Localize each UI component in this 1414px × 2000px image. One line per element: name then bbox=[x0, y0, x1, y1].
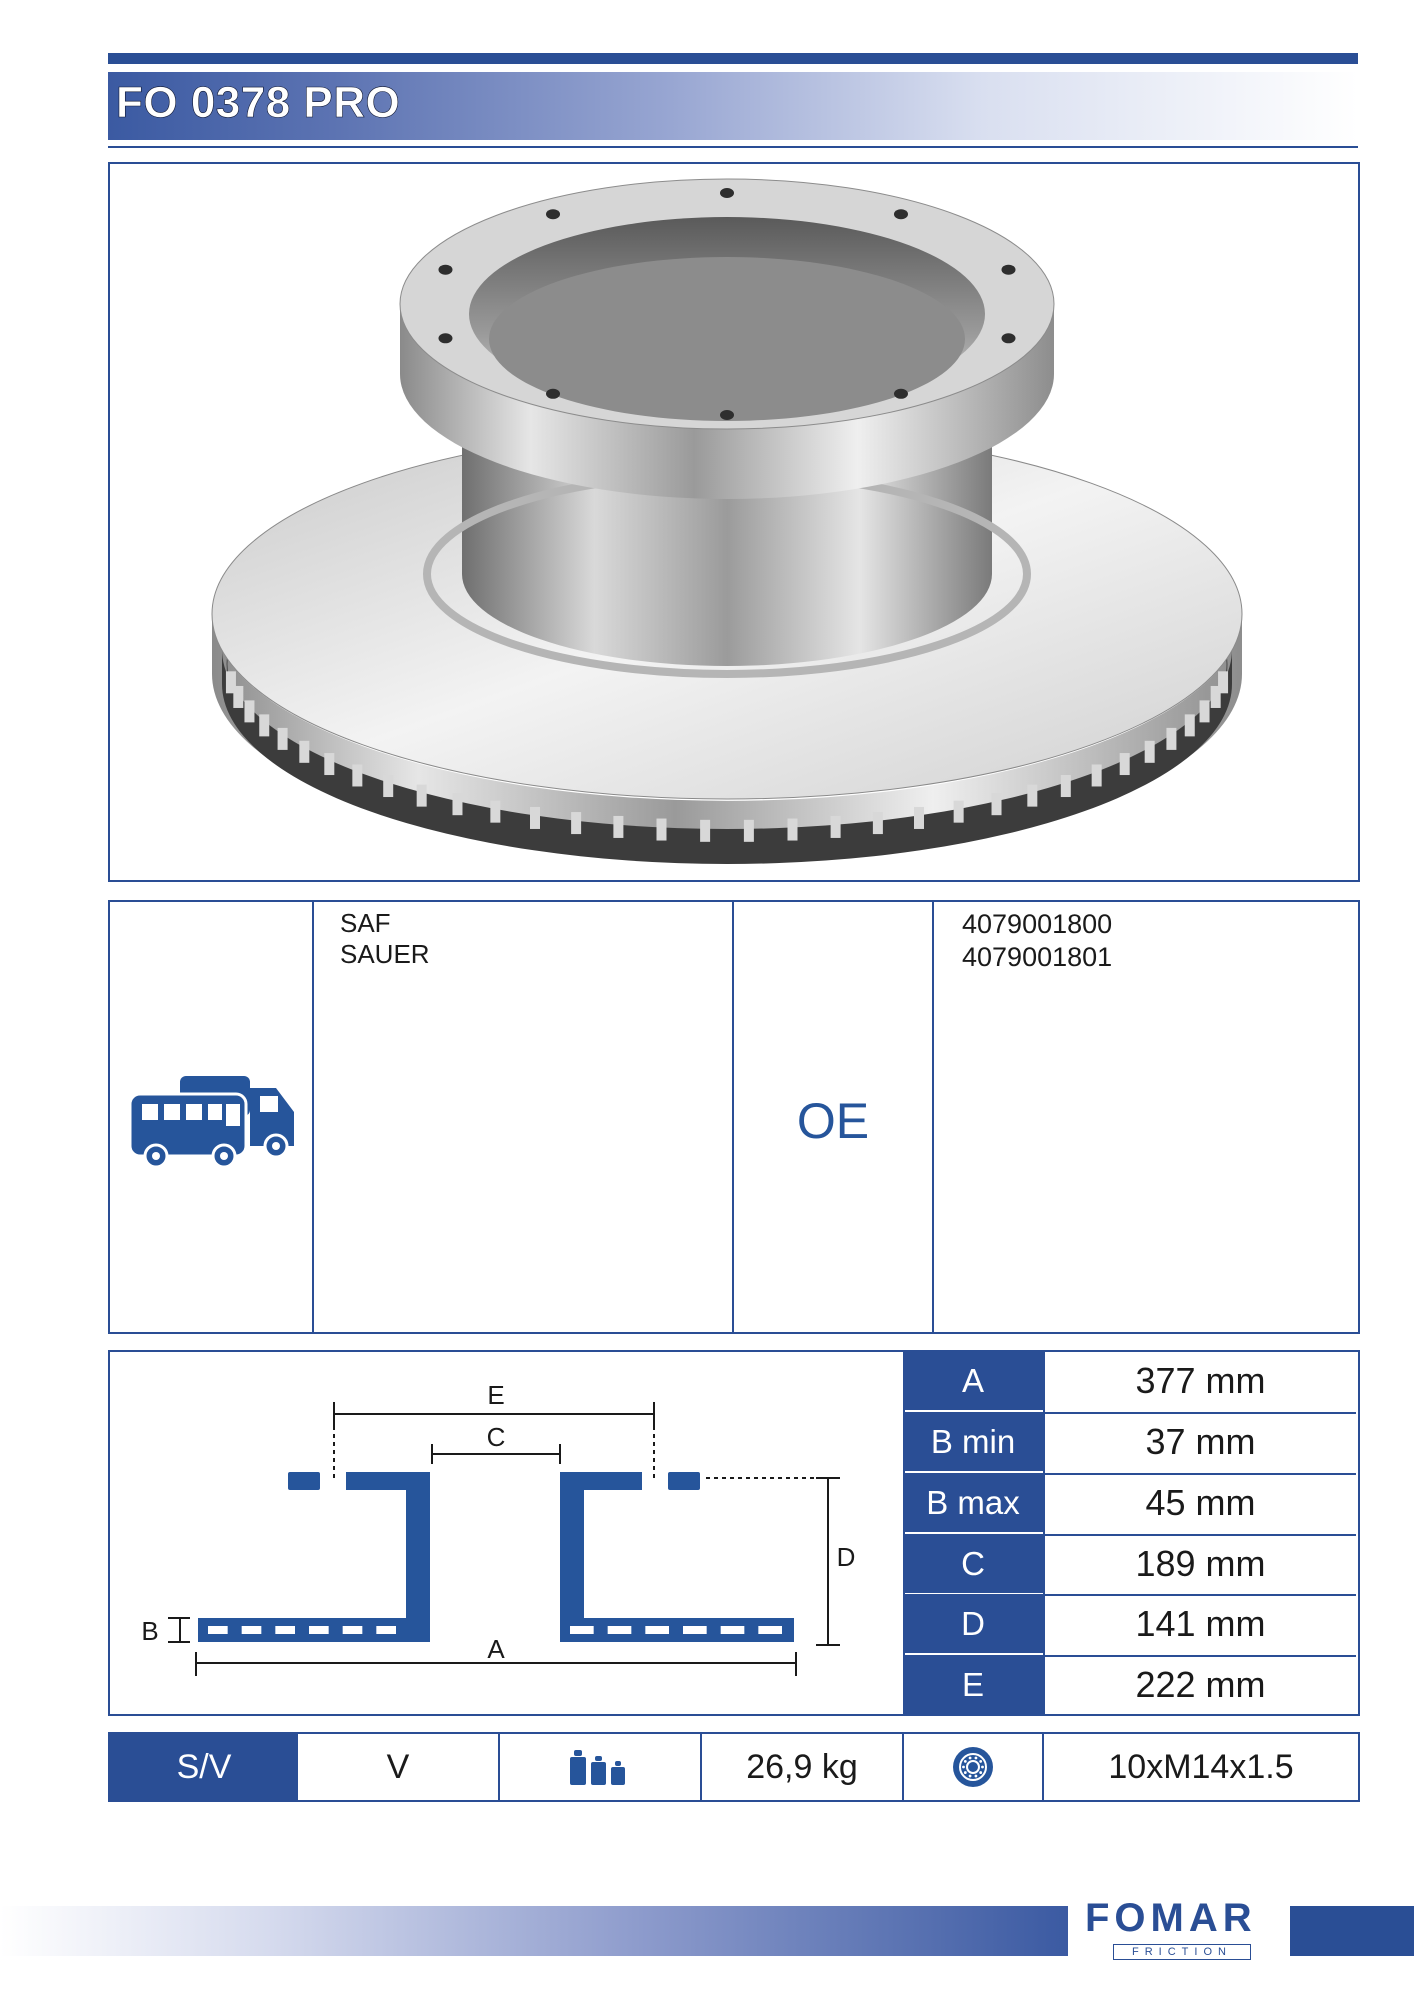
vent-slot bbox=[954, 801, 964, 823]
vent-slot bbox=[1120, 753, 1130, 775]
title-underline bbox=[108, 146, 1358, 148]
bolt-hole bbox=[894, 209, 908, 219]
bolt-hole bbox=[720, 188, 734, 198]
section-vent bbox=[275, 1626, 295, 1634]
hub-dot bbox=[964, 1771, 967, 1774]
section-vent bbox=[376, 1626, 396, 1634]
vent-slot bbox=[787, 819, 797, 841]
vent-slot bbox=[299, 741, 309, 763]
spec-key: D bbox=[903, 1595, 1043, 1653]
bus-truck-icon bbox=[128, 1074, 296, 1168]
oe-label: OE bbox=[796, 1093, 870, 1149]
hub-dot bbox=[969, 1757, 972, 1760]
divider bbox=[296, 1734, 298, 1800]
weights-icon bbox=[500, 1734, 700, 1800]
spec-value: 189 mm bbox=[1135, 1543, 1266, 1584]
spec-key: A bbox=[903, 1352, 1043, 1410]
bolt-hole bbox=[438, 265, 452, 275]
vent-slot bbox=[992, 793, 1002, 815]
brake-disc-image bbox=[110, 164, 1358, 880]
bolt-spec-value: 10xM14x1.5 bbox=[1108, 1747, 1294, 1786]
brand-tagline: FRICTION bbox=[1113, 1944, 1251, 1960]
vent-slot bbox=[1200, 700, 1210, 722]
brand-item: SAF bbox=[340, 908, 391, 938]
vent-slot bbox=[259, 714, 269, 736]
application-table bbox=[108, 900, 1360, 1334]
dimension-label-e: E bbox=[487, 1380, 505, 1410]
vent-slot bbox=[744, 820, 754, 842]
vent-slot bbox=[417, 785, 427, 807]
section-vent bbox=[343, 1626, 363, 1634]
vent-slot bbox=[1145, 741, 1155, 763]
section-vent bbox=[721, 1626, 745, 1634]
spec-value: 377 mm bbox=[1135, 1360, 1266, 1401]
section-vent bbox=[309, 1626, 329, 1634]
page-title: FO 0378 PRO bbox=[116, 78, 401, 127]
spec-value: 222 mm bbox=[1135, 1664, 1266, 1705]
divider bbox=[312, 902, 314, 1332]
vent-slot bbox=[490, 801, 500, 823]
dimension-label-a: A bbox=[487, 1634, 505, 1664]
vent-slot bbox=[383, 775, 393, 797]
hub-dot bbox=[975, 1757, 978, 1760]
vent-slot bbox=[1218, 671, 1228, 693]
product-image-panel bbox=[108, 162, 1360, 882]
spec-key: B min bbox=[903, 1413, 1043, 1471]
spec-value: 141 mm bbox=[1135, 1603, 1266, 1644]
vent-slot bbox=[244, 700, 254, 722]
vent-slot bbox=[324, 753, 334, 775]
brand-logo: FOMAR bbox=[1085, 1896, 1257, 1940]
weight-value: 26,9 kg bbox=[746, 1747, 858, 1786]
bolt-hole bbox=[720, 410, 734, 420]
bolt-hole bbox=[1002, 265, 1016, 275]
sv-value: V bbox=[386, 1747, 410, 1786]
vent-slot bbox=[700, 820, 710, 842]
vent-slot bbox=[352, 764, 362, 786]
divider bbox=[932, 902, 934, 1332]
bolt-hole bbox=[894, 389, 908, 399]
vent-slot bbox=[1092, 764, 1102, 786]
oe-number: 4079001800 bbox=[962, 909, 1113, 939]
vent-slot bbox=[1185, 714, 1195, 736]
spec-value: 45 mm bbox=[1145, 1482, 1256, 1523]
spec-key: B max bbox=[903, 1474, 1043, 1532]
vent-slot bbox=[571, 812, 581, 834]
bolt-hole bbox=[1002, 333, 1016, 343]
vent-slot bbox=[613, 816, 623, 838]
vent-slot bbox=[233, 686, 243, 708]
sv-label: S/V bbox=[110, 1734, 298, 1800]
section-vent bbox=[683, 1626, 707, 1634]
dimension-label-d: D bbox=[836, 1542, 856, 1572]
hub-dot bbox=[962, 1766, 965, 1769]
hub-dot bbox=[969, 1775, 972, 1778]
vent-slot bbox=[1027, 785, 1037, 807]
brand-item: SAUER bbox=[340, 939, 430, 969]
section-vent bbox=[570, 1626, 594, 1634]
dimension-label-c: C bbox=[486, 1422, 506, 1452]
vent-slot bbox=[657, 819, 667, 841]
vent-slot bbox=[530, 807, 540, 829]
dimension-label-b: B bbox=[141, 1616, 159, 1646]
bolt-hole bbox=[546, 389, 560, 399]
hub-holes-icon bbox=[904, 1734, 1042, 1800]
footer-gradient-bar bbox=[0, 1906, 1068, 1956]
cross-section-diagram bbox=[110, 1352, 910, 1714]
section-vent bbox=[608, 1626, 632, 1634]
vent-slot bbox=[278, 728, 288, 750]
vent-slot bbox=[914, 807, 924, 829]
top-rule bbox=[108, 53, 1358, 64]
section-vent bbox=[758, 1626, 782, 1634]
vent-slot bbox=[1166, 728, 1176, 750]
hub-dot bbox=[975, 1775, 978, 1778]
oe-number: 4079001801 bbox=[962, 942, 1113, 972]
spec-key: C bbox=[903, 1535, 1043, 1593]
section-vent bbox=[645, 1626, 669, 1634]
vent-slot bbox=[452, 793, 462, 815]
hub-dot bbox=[979, 1771, 982, 1774]
section-vent bbox=[242, 1626, 262, 1634]
hub-dot bbox=[979, 1760, 982, 1763]
hub-dot bbox=[964, 1760, 967, 1763]
footer-solid-bar bbox=[1290, 1906, 1414, 1956]
hub-dot bbox=[981, 1766, 984, 1769]
spec-value: 37 mm bbox=[1145, 1421, 1256, 1462]
bolt-hole bbox=[546, 209, 560, 219]
vent-slot bbox=[873, 812, 883, 834]
section-vent bbox=[208, 1626, 228, 1634]
vent-slot bbox=[1061, 775, 1071, 797]
spec-key: E bbox=[903, 1656, 1043, 1714]
bolt-hole bbox=[438, 333, 452, 343]
vent-slot bbox=[831, 816, 841, 838]
